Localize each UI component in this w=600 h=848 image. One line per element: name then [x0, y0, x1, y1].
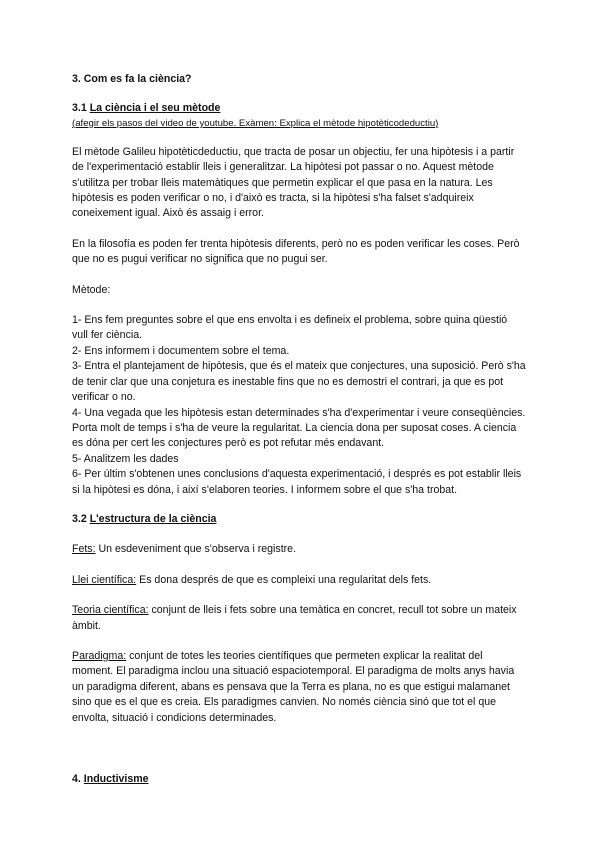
- method-step: 1- Ens fem preguntes sobre el que ens envolta i es defineix el problema, sobre quina qüestió vull fer ciència.: [72, 314, 508, 342]
- definition-text: Es dona després de que es compleixi una regularitat dels fets.: [136, 573, 432, 586]
- definition-text: Un esdeveniment que s'observa i registre.: [95, 543, 297, 556]
- definition-paradigma: [72, 649, 526, 726]
- method-steps-list: [72, 313, 526, 498]
- method-step: 3- Entra el plantejament de hipòtesis, que és el mateix que conjectures, una suposició. Però s'ha de tenir clar que una conjetura es inestable fins que no es demostri el contrari, ja que es pot verificar o no.: [72, 360, 526, 404]
- subsection-number: 3.1: [72, 102, 87, 115]
- method-step: 5- Analitzem les dades: [72, 452, 179, 465]
- section-title: Inductivisme: [83, 773, 149, 785]
- section-3-heading: 3. Com es fa la ciència?: [72, 73, 192, 85]
- definition-term: Teoria científica:: [72, 604, 149, 617]
- subsection-3-1-heading: [72, 101, 526, 116]
- method-step: 4- Una vegada que les hipòtesis estan determinades s'ha d'experimentar i veure conseqüències. Porta molt de temps i s'ha de veure la regularitat. La ciencia dona per suposat coses. A ciencia es dóna per cert les conjectures però es pot refutar més endavant.: [72, 406, 526, 450]
- subsection-title: L'estructura de la ciència: [89, 512, 217, 525]
- paragraph-filosofia: En la filosofía es poden fer trenta hipòtesis diferents, però no es poden verificar les coses. Però que no es pugui verificar no significa que no pugui ser.: [72, 237, 520, 266]
- section-4-heading: [72, 772, 526, 787]
- definition-llei: [72, 573, 526, 588]
- definition-text: conjunt de totes les teories científiques que permeten explicar la realitat del moment. El paradigma inclou una situació espaciotemporal. El paradigma de molts anys havia un paradigma diferent, abans es pensava que la Terra es plana, no es que estigui malamanet sino que es el que es creia. Els paradigmes canvien. No només ciència sinó que tot el que envolta, situació i condicions determinades.: [72, 649, 515, 724]
- method-label: Mètode:: [72, 283, 111, 296]
- definition-teoria: [72, 603, 526, 634]
- subsection-3-2-heading: [72, 512, 526, 527]
- section-number: 4.: [72, 773, 81, 785]
- definition-term: Fets:: [72, 543, 96, 556]
- paragraph-galileu: El mètode Galileu hipotèticdeductiu, que tracta de posar un objectiu, fer una hipòtesis i a partir de l'experimentació establir lleis i generalitzar. La hipòtesi pot passar o no. Aquest mètode s'utilitza per trobar lleis matemàtiques que permetin explicar el que pasa en la natura. Les hipòtesis es poden verificar o no, i d'això es tracta, si la hipòtesi s'ha falset s'adquireix coneixement igual. Això és assaig i error.: [72, 145, 515, 220]
- subsection-note: (afegir els pasos del video de youtube. Exàmen: Explica el mètode hipotèticodeductiu): [72, 117, 439, 129]
- method-step: 2- Ens informem i documentem sobre el tema.: [72, 344, 290, 357]
- document-body: [72, 72, 526, 787]
- definition-text: conjunt de lleis i fets sobre una temàtica en concret, recull tot sobre un mateix àmbit.: [72, 604, 517, 632]
- method-step: 6- Per últim s'obtenen unes conclusions d'aquesta experimentació, i després es pot establir lleis si la hipòtesi es dóna, i així s'elaboren teories. I informem sobre el que s'ha trobat.: [72, 468, 522, 496]
- definition-term: Paradigma:: [72, 649, 127, 662]
- definition-fets: [72, 542, 526, 557]
- definition-term: Llei científica:: [72, 573, 137, 586]
- subsection-title: La ciència i el seu mètode: [89, 102, 221, 115]
- subsection-number: 3.2: [72, 512, 87, 525]
